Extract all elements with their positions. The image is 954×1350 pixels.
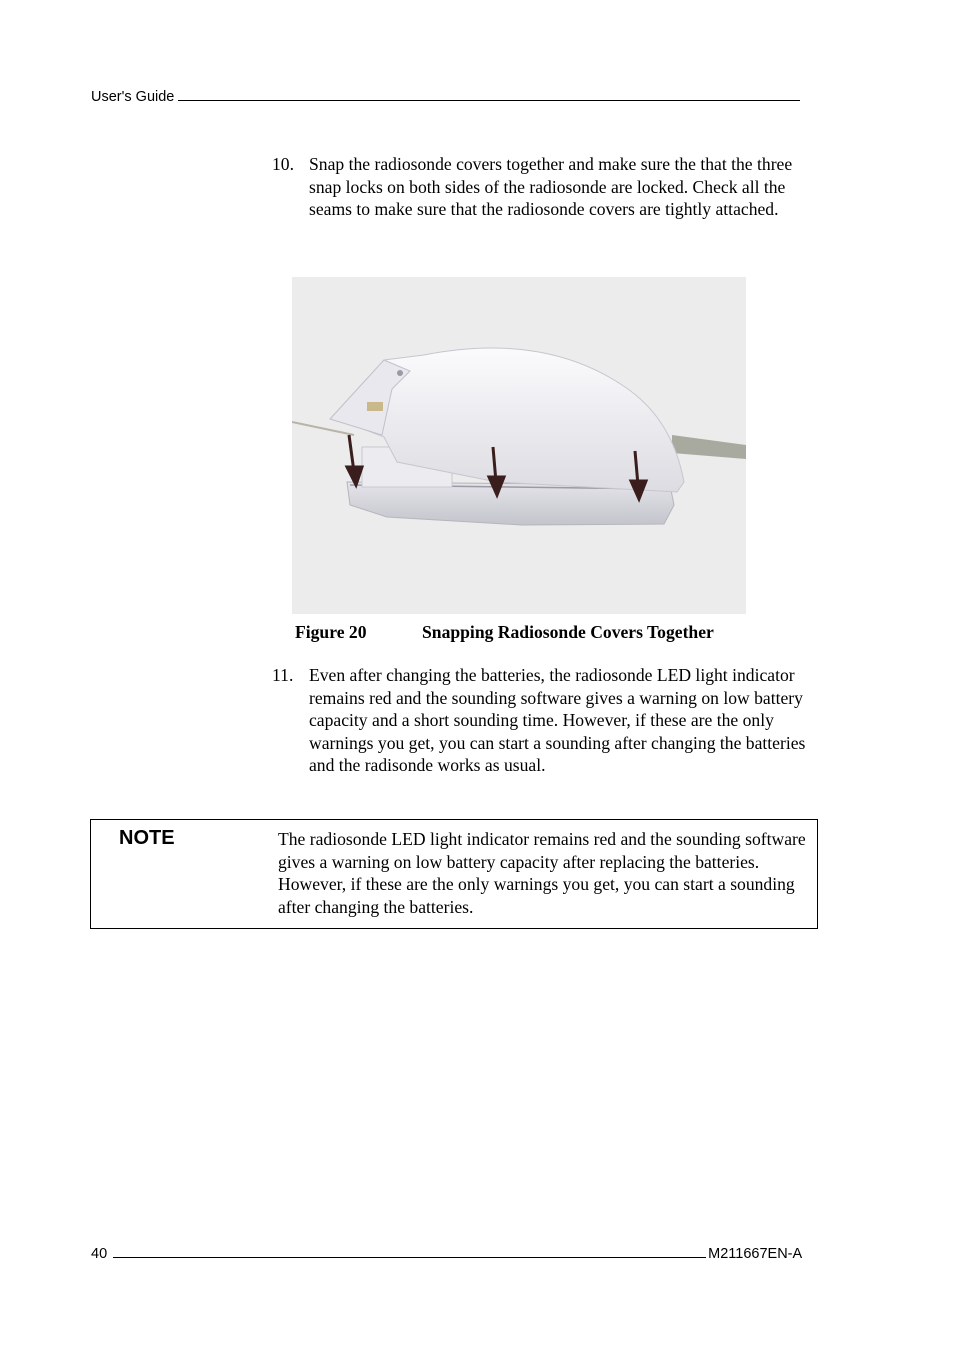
note-text: The radiosonde LED light indicator remains red and the sounding software gives a warning on low battery capacity after replacing the batteries. However, if these are the only warnings you get, you can start a sounding after changing the batteries.: [278, 829, 806, 917]
figure-label: Figure 20: [295, 622, 367, 642]
step-11: [272, 664, 822, 777]
step-text: Even after changing the batteries, the radiosonde LED light indicator remains red and the sounding software gives a warning on low battery capacity and a short sounding time. However, if these are the only warnings you get, you can start a sounding after changing the batteries and the radisonde works as usual.: [309, 665, 806, 776]
step-number: 10.: [272, 154, 294, 174]
note-heading: NOTE: [119, 827, 175, 849]
figure-radiosonde-photo: [292, 277, 746, 614]
doc-code: M211667EN-A: [708, 1246, 803, 1262]
page-header: [91, 87, 800, 105]
figure-caption: [295, 622, 714, 643]
figure-title: Snapping Radiosonde Covers Together: [422, 622, 714, 642]
header-title: User's Guide: [91, 89, 175, 105]
step-10: [272, 153, 822, 221]
page-footer: [91, 1244, 818, 1262]
step-number: 11.: [272, 665, 294, 685]
step-text: Snap the radiosonde covers together and make sure the that the three snap locks on both sides of the radiosonde are locked. Check all the seams to make sure that the radiosonde covers are tightly attached.: [309, 154, 793, 220]
radiosonde-illustration: [292, 277, 746, 614]
header-rule: [178, 87, 800, 101]
footer-rule: [113, 1244, 706, 1258]
page-number: 40: [91, 1246, 108, 1262]
note-box: [90, 819, 818, 929]
